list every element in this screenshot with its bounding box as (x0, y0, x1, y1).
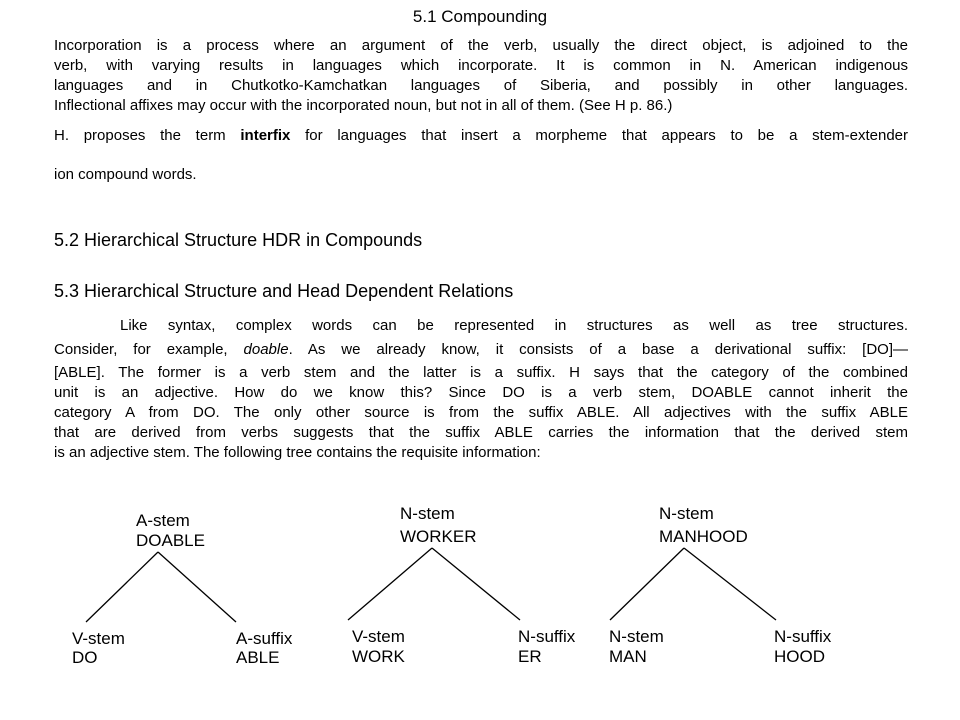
paragraph-line: [ABLE]. The former is a verb stem and the latter is a suffix. H says that the category of the combined (54, 364, 908, 381)
paragraph-line: Incorporation is a process where an argument of the verb, usually the direct object, is adjoined to the (54, 37, 908, 54)
paragraph-line: verb, with varying results in languages which incorporate. It is common in N. American indigenous (54, 57, 908, 74)
right-form: ER (518, 647, 542, 666)
paragraph-line (54, 340, 908, 360)
text-run: for languages that insert a morpheme that appears to be a stem-extender (290, 127, 908, 144)
paragraph-line: Like syntax, complex words can be represented in structures as well as tree structures. (120, 317, 908, 334)
right-category: N-suffix (774, 627, 832, 646)
text-run: H. proposes the term (54, 127, 241, 144)
branch-right (684, 548, 776, 620)
branch-right (158, 552, 236, 622)
section-5-2-heading: 5.2 Hierarchical Structure HDR in Compounds (54, 230, 423, 250)
section-5-1-heading: 5.1 Compounding (412, 7, 548, 26)
text-run: Consider, for example, (54, 341, 244, 358)
left-category: N-stem (609, 627, 664, 646)
branch-left (610, 548, 684, 620)
branch-right (432, 548, 520, 620)
paragraph-line: Inflectional affixes may occur with the incorporated noun, but not in all of them. (See H p. 86.) (54, 97, 673, 114)
left-form: MAN (609, 647, 647, 666)
paragraph-line: that are derived from verbs suggests that the suffix ABLE carries the information that the derived stem (54, 424, 908, 441)
text-run: . As we already know, it consists of a base a derivational suffix: [DO]— (288, 341, 908, 358)
right-form: HOOD (774, 647, 825, 666)
example-word: doable (243, 341, 289, 358)
left-category: V-stem (352, 627, 405, 646)
root-form: DOABLE (136, 531, 205, 550)
paragraph-line: ion compound words. (54, 166, 197, 183)
section-5-3-heading: 5.3 Hierarchical Structure and Head Dependent Relations (54, 281, 514, 301)
root-form: MANHOOD (659, 527, 748, 546)
interfix-paragraph-cont (54, 165, 908, 185)
left-category: V-stem (72, 629, 125, 648)
term-interfix: interfix (240, 127, 291, 144)
tree-doable (72, 511, 293, 667)
tree-manhood (609, 504, 832, 666)
root-form: WORKER (400, 527, 477, 546)
root-category: A-stem (136, 511, 190, 530)
paragraph-line: languages and in Chutkotko-Kamchatkan languages of Siberia, and possibly in other languages. (54, 77, 908, 94)
hierarchical-paragraph (54, 316, 908, 463)
morphology-trees (0, 490, 960, 680)
left-form: DO (72, 648, 98, 667)
left-form: WORK (352, 647, 405, 666)
branch-left (86, 552, 158, 622)
paragraph-line: unit is an adjective. How do we know this? Since DO is a verb stem, DOABLE cannot inherit the (54, 384, 908, 401)
right-category: N-suffix (518, 627, 576, 646)
incorporation-paragraph (54, 36, 908, 116)
root-category: N-stem (659, 504, 714, 523)
branch-left (348, 548, 432, 620)
tree-worker (348, 504, 576, 666)
paragraph-line (54, 126, 908, 146)
interfix-paragraph (54, 126, 908, 146)
right-form: ABLE (236, 648, 280, 667)
paragraph-line: is an adjective stem. The following tree contains the requisite information: (54, 444, 541, 461)
root-category: N-stem (400, 504, 455, 523)
paragraph-line: category A from DO. The only other source is from the suffix ABLE. All adjectives with the suffix ABLE (54, 404, 908, 421)
right-category: A-suffix (236, 629, 293, 648)
